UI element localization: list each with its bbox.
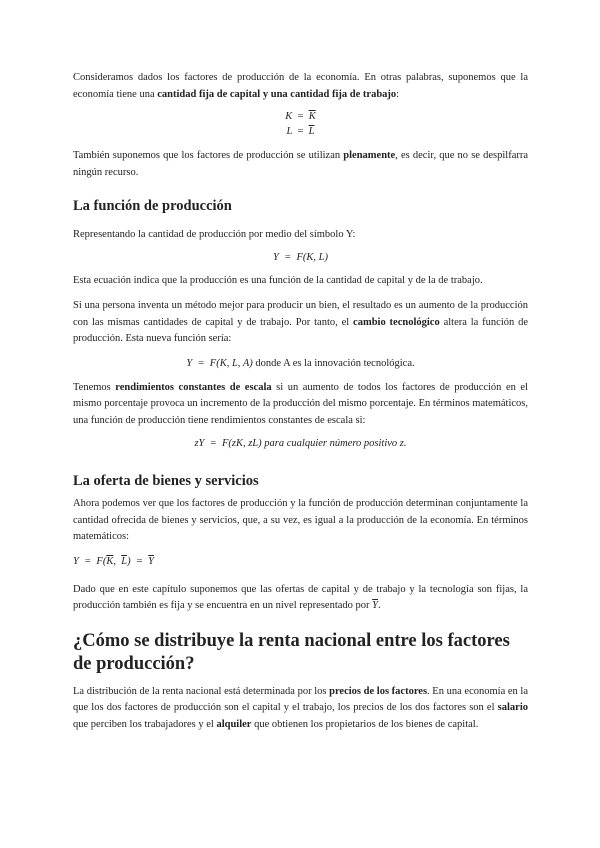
eq-part: , <box>113 555 122 567</box>
section2-paragraph-2 <box>73 582 528 615</box>
equation-labor <box>73 124 528 139</box>
section3-text: que perciben los trabajadores y el <box>73 718 217 730</box>
equation-supply <box>73 554 528 569</box>
intro-text-end: , es decir, que no se despilfarra ningún recurso. <box>73 150 529 178</box>
section1-paragraph-1: Representando la cantidad de producción por medio del símbolo Y: <box>73 229 356 240</box>
eq-part: ) = <box>127 555 149 567</box>
section3-paragraph-1 <box>73 684 528 734</box>
eq-equals: = <box>297 126 304 137</box>
eq-part: Y = F( <box>73 555 107 567</box>
eq-symbol-bar: $\overline{L}$ <box>308 126 315 137</box>
eq-formula: Y = F(K, L, A) <box>186 357 253 369</box>
intro-paragraph-2 <box>73 148 528 181</box>
section-heading-distribution: ¿Cómo se distribuye la renta nacional entre los factores de producción? <box>73 630 510 674</box>
eq-symbol-bar: $\overline{Y}$ <box>372 600 378 611</box>
section-heading-production-function: La función de producción <box>73 198 232 214</box>
intro-text: Consideramos dados los factores de producción de la economía. En otras palabras, suponemos que la economía tiene una <box>73 72 528 100</box>
intro-text-end: : <box>396 88 400 100</box>
section2-text-end: . <box>377 600 381 611</box>
section1-text: Tenemos <box>73 381 116 393</box>
equation-production: Y = F(K, L) <box>273 251 328 263</box>
equation-technology <box>73 356 528 371</box>
document-page <box>73 62 528 733</box>
section3-bold-text: alquiler <box>216 718 252 730</box>
section3-bold-text: salario <box>497 702 528 713</box>
section3-text-end: que obtienen los propietarios de los bienes de capital. <box>251 718 479 730</box>
section2-text: Dado que en este capítulo suponemos que las ofertas de capital y de trabajo y la tecnología son fijas, la producción también es fija y se encuentra en un nivel representado por <box>73 583 528 611</box>
section1-paragraph-4 <box>73 380 528 430</box>
section2-paragraph-1: Ahora podemos ver que los factores de producción y la función de producción determinan conjuntamente la cantidad ofrecida de bienes y servicios, que, a su vez, es igual a la producción de la economía. En términos matemáticos: <box>73 498 528 542</box>
intro-text: También suponemos que los factores de producción se utilizan <box>73 150 344 161</box>
eq-symbol: L <box>286 126 293 137</box>
section-heading-supply: La oferta de bienes y servicios <box>73 473 259 489</box>
equation-capital <box>73 109 528 124</box>
section3-text: . En una economía en la que los dos factores de producción son el capital y el trabajo, los precios de los dos factores son el <box>73 685 528 713</box>
equation-returns-to-scale: zY = F(zK, zL) para cualquier número positivo z. <box>194 438 407 449</box>
eq-symbol-bar: $\overline{K}$ <box>106 555 114 567</box>
section1-bold-text: cambio tecnológico <box>353 316 440 328</box>
section1-text-end: si un aumento de todos los factores de producción en el mismo porcentaje provoca un incremento de la producción del mismo porcentaje. En términos matemáticos, una función de producción tiene rendimientos constantes de escala si: <box>73 381 529 426</box>
section1-paragraph-2: Esta ecuación indica que la producción es una función de la cantidad de capital y de la de trabajo. <box>73 274 483 286</box>
intro-bold-text: cantidad fija de capital y una cantidad fija de trabajo <box>157 88 397 100</box>
eq-symbol-bar: $\overline{L}$ <box>121 555 128 567</box>
intro-paragraph-1 <box>73 70 528 103</box>
eq-symbol-bar: $\overline{Y}$ <box>148 555 155 567</box>
eq-equals: = <box>297 111 304 122</box>
section1-bold-text: rendimientos constantes de escala <box>115 381 272 393</box>
section1-text: Si una persona inventa un método mejor para producir un bien, el resultado es un aumento de la producción con las mismas cantidades de capital y de trabajo. Por tanto, el <box>73 300 528 328</box>
section1-paragraph-3 <box>73 298 528 348</box>
eq-symbol: K <box>285 111 293 122</box>
eq-symbol-bar: $\overline{K}$ <box>308 111 316 122</box>
section3-text: La distribución de la renta nacional está determinada por los <box>73 685 330 697</box>
intro-bold-text: plenamente <box>343 150 396 161</box>
section3-bold-text: precios de los factores <box>329 685 428 697</box>
section1-text-end: altera la función de producción. Esta nueva función sería: <box>73 316 528 344</box>
eq-description: donde A es la innovación tecnológica. <box>252 357 415 369</box>
